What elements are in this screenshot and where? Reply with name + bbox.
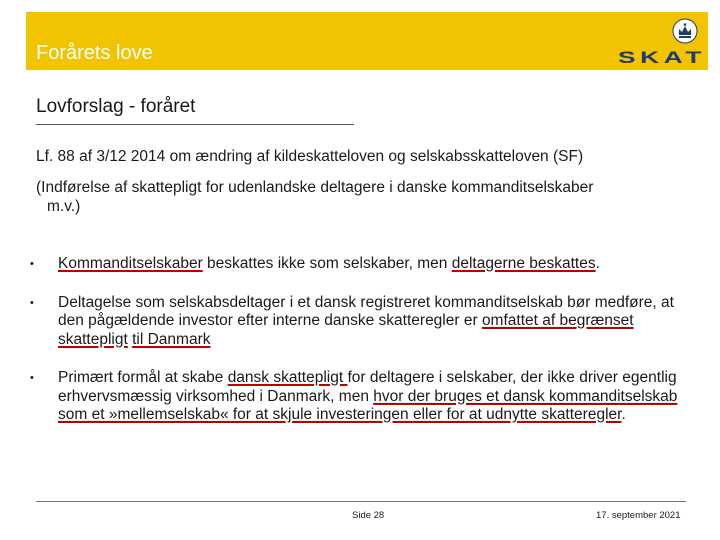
bullet-text: Deltagelse som selskabsdeltager i et dansk registreret kommanditselskab bør medføre, at den pågældende investor efter interne danske skatteregler er bbox=[58, 293, 674, 329]
bullet-marker: • bbox=[30, 372, 34, 384]
footer-date: 17. september 2021 bbox=[596, 510, 681, 521]
bullet-list bbox=[30, 255, 690, 445]
bullet-text: Primært formål at skabe bbox=[58, 369, 228, 386]
slide-section-title: Forårets love bbox=[36, 42, 153, 64]
skat-logo bbox=[616, 16, 706, 68]
bullet-marker: • bbox=[30, 258, 34, 270]
subtitle-divider bbox=[36, 124, 354, 125]
bullet-text-underlined: dansk skattepligt bbox=[227, 369, 348, 386]
intro-paragraph bbox=[36, 178, 696, 216]
list-item bbox=[30, 369, 690, 425]
bullet-text-underlined: omfattet af begrænset skattepligt bbox=[58, 312, 634, 348]
page-number: Side 28 bbox=[352, 510, 385, 521]
law-reference: Lf. 88 af 3/12 2014 om ændring af kildeskatteloven og selskabsskatteloven (SF) bbox=[36, 148, 584, 165]
list-item bbox=[30, 294, 690, 350]
bullet-text: beskattes ikke som selskaber, men bbox=[202, 255, 452, 272]
logo-text: SKAT bbox=[618, 48, 706, 66]
intro-line-2: m.v.) bbox=[47, 198, 81, 215]
bullet-marker: • bbox=[30, 296, 34, 309]
bullet-text-underlined: Kommanditselskaber bbox=[58, 255, 203, 272]
skat-wordmark bbox=[618, 48, 708, 66]
header-bar bbox=[26, 12, 708, 70]
slide-subtitle: Lovforslag - foråret bbox=[36, 96, 196, 117]
footer-divider bbox=[36, 501, 686, 502]
bullet-text: . bbox=[621, 406, 626, 423]
bullet-text: for deltagere i selskaber, der ikke driver egentlig erhvervsmæssig virksomhed i Danmark, men bbox=[58, 369, 677, 405]
bullet-text-underlined: deltagerne beskattes bbox=[451, 255, 596, 272]
bullet-text-underlined: til Danmark bbox=[132, 330, 211, 348]
intro-line-1: (Indførelse af skattepligt for udenlandske deltagere i danske kommanditselskaber bbox=[36, 179, 594, 196]
list-item bbox=[30, 255, 690, 274]
bullet-text-underlined: hvor der bruges et dansk kommanditselskab som et »mellemselskab« for at skjule investeringen eller for at udnytte skatteregler bbox=[58, 387, 678, 423]
bullet-text: . bbox=[595, 255, 600, 272]
crown-icon bbox=[672, 18, 698, 44]
